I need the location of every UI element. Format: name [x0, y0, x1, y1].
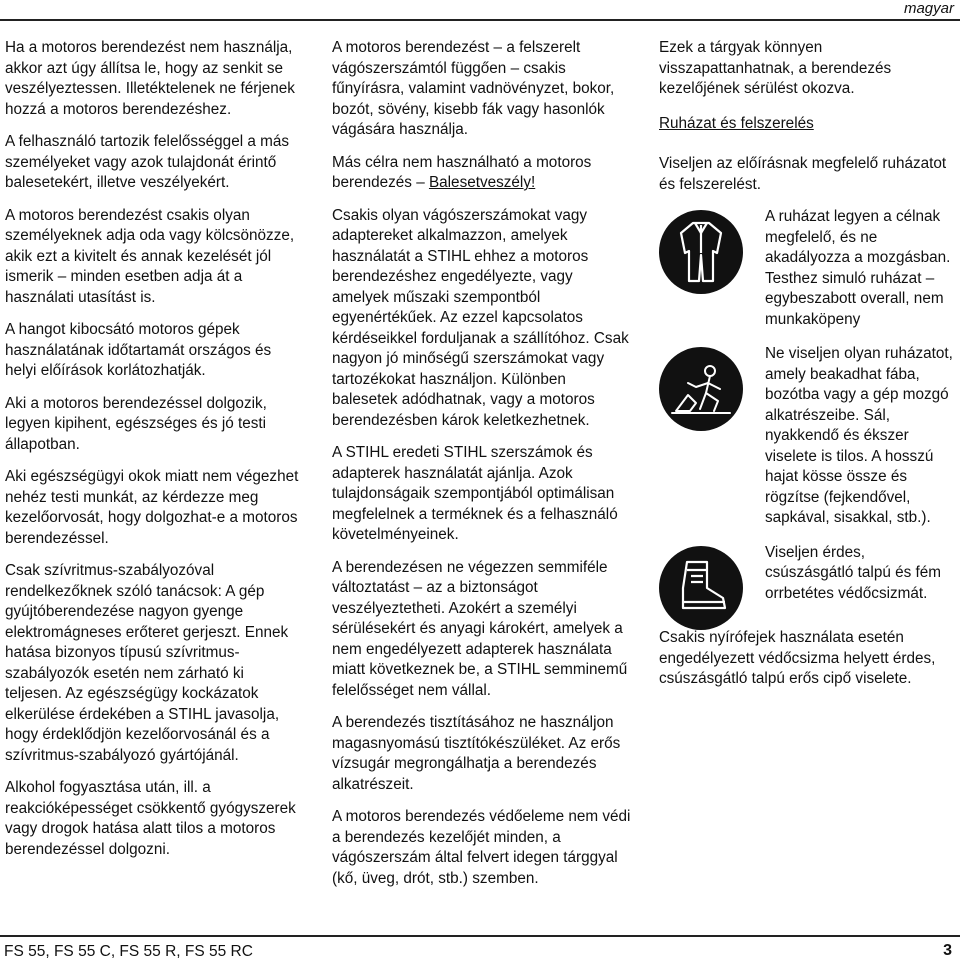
column-1: [5, 38, 303, 872]
column-2: [332, 38, 632, 901]
page-number: 3: [943, 942, 952, 959]
paragraph: Csak szívritmus-szabályozóval rendelkezőknek szóló tanácsok: A gép gyújtóberendezése nagyon gyenge elektromágneses erőteret gerjeszt. Ennek hatása bizonyos típusú szívritmus-szabályozók esetén nem zárható ki teljesen. Az egészségügy kockázatok elkerülése érdekében a STIHL javasolja, hogy érdeklődjön kezelőorvosánál és a szívritmus-szabályozó gyártójánál.: [5, 562, 289, 764]
language-label: magyar: [903, 0, 954, 17]
paragraph: A motoros berendezés védőeleme nem védi a berendezés kezelőjét minden, a vágószerszám által felvert idegen tárggyal (kő, üveg, drót, stb.) szemben.: [332, 808, 631, 887]
entanglement-icon: [659, 347, 743, 431]
clothing-item-text: Viseljen érdes, csúszásgátló talpú és fém orrbetétes védőcsizmát.: [765, 543, 942, 602]
clothing-item: [659, 207, 955, 330]
paragraph: Csakis nyírófejek használata esetén engedélyezett védőcsizma helyett érdes, csúszásgátló talpú erős cipő viselete.: [659, 629, 936, 687]
clothing-item: [659, 543, 955, 605]
clothing-item-text: A ruházat legyen a célnak megfelelő, és ne akadályozza a mozgásban. Testhez simuló ruházat – egybeszabott overall, nem munkaköpeny: [765, 208, 951, 328]
paragraph: Aki a motoros berendezéssel dolgozik, legyen kipihent, egészséges és jó testi állapotban.: [5, 394, 267, 453]
paragraph: A hangot kibocsátó motoros gépek használatának időtartamát országos és helyi előírások korlátozhatják.: [5, 321, 272, 379]
model-list: FS 55, FS 55 C, FS 55 R, FS 55 RC: [4, 943, 253, 960]
section-title: Ruházat és felszerelés: [659, 114, 814, 132]
paragraph: Csakis olyan vágószerszámokat vagy adaptereket alkalmazzon, amelyek használatát a STIHL ehhez a motoros berendezéshez engedélyezte, vagy amelyek műszaki szempontból egyenértékűek. Az ezzel kapcsolatos kérdéseikkel forduljanak a szállítóhoz. Csak nagyon jó minőségű szerszámokat vagy tartozékokat használjon. Különben balesetek adódhatnak, vagy a motoros berendezésben károk keletkezhetnek.: [332, 206, 629, 429]
paragraph: A STIHL eredeti STIHL szerszámok és adapterek használatát ajánlja. Azok tulajdonságaik szempontjából optimálisan megfelelnek a terméknek és a felhasználó követelményeinek.: [332, 444, 618, 543]
warning-paragraph: [332, 153, 632, 194]
paragraph: A felhasználó tartozik felelősséggel a más személyeket vagy azok tulajdonát érintő balesetekért, illetve veszélyekért.: [5, 133, 290, 191]
paragraph: Ha a motoros berendezést nem használja, akkor azt úgy állítsa le, hogy az senkit se veszélyeztessen. Illetéktelenek ne férjenek hozzá a motoros berendezéshez.: [5, 39, 295, 118]
accident-warning: Balesetveszély!: [428, 174, 536, 191]
paragraph: Ezek a tárgyak könnyen visszapattanhatnak, a berendezés kezelőjének sérülést okozva.: [659, 39, 892, 97]
paragraph: A berendezésen ne végezzen semmiféle változtatást – az a biztonságot veszélyeztetheti. Azokért a személyi sérülésekért és anyagi károkért, amelyek a nem engedélyezett adapterek használata miatt következnek be, a STIHL semminemű felelősséget nem vállal.: [332, 558, 628, 699]
paragraph: A berendezés tisztításához ne használjon magasnyomású tisztítókészüléket. Az erős vízsugár megrongálhatja a berendezés alkatrészeit.: [332, 714, 621, 793]
paragraph: A motoros berendezést – a felszerelt vágószerszámtól függően – csakis fűnyírásra, valamint vadnövényzet, bokor, bozót, sövény, kisebb fák vagy hasonlók vágására használja.: [332, 39, 615, 138]
paragraph: A motoros berendezést csakis olyan személyeknek adja oda vagy kölcsönözze, akik ezt a kivitelt és annak kezelését jól ismerik – minden esetben adja át a használati utasítást is.: [5, 206, 295, 306]
clothing-item-text: Ne viseljen olyan ruházatot, amely beakadhat fába, bozótba vagy a gép mozgó alkatrészeibe. Sál, nyakkendő és ékszer viselete is tilos. A hosszú hajat kösse össze és rögzítse (fejkendővel, sapkával, sisakkal, stb.).: [765, 345, 953, 526]
clothing-item: [659, 344, 955, 529]
paragraph: Viseljen az előírásnak megfelelő ruházatot és felszerelést.: [659, 155, 947, 193]
overall-icon: [659, 210, 743, 294]
footer-rule: [0, 935, 960, 937]
header-rule: [0, 19, 960, 21]
safety-boot-icon: [659, 546, 743, 630]
column-3: [659, 38, 955, 702]
paragraph: Alkohol fogyasztása után, ill. a reakcióképességet csökkentő gyógyszerek vagy drogok hatása alatt tilos a motoros berendezéssel dolgozni.: [5, 779, 296, 858]
paragraph: Aki egészségügyi okok miatt nem végezhet nehéz testi munkát, az kérdezze meg kezelőorvosát, hogy dolgozhat-e a motoros berendezéssel.: [5, 468, 299, 547]
warning-text: Más célra nem használható a motoros berendezés –: [332, 153, 592, 191]
